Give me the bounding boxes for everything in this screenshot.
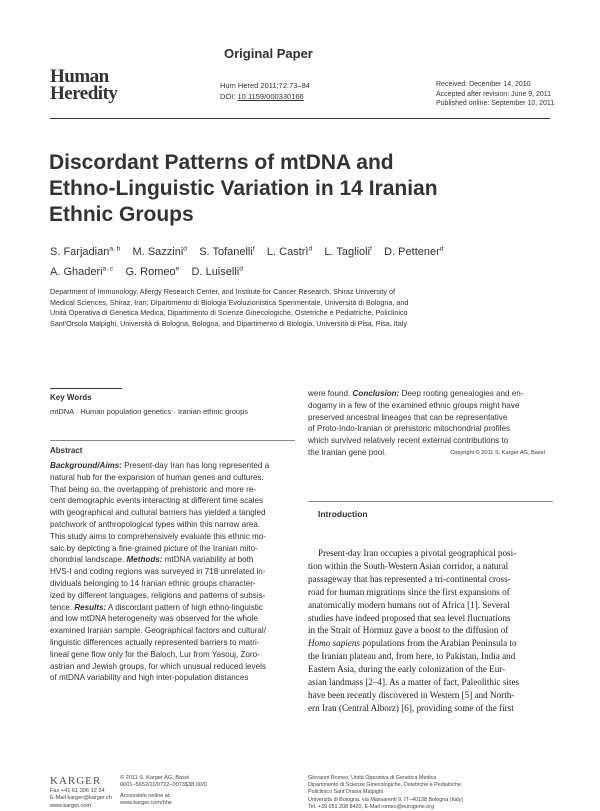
- abstract-line: tence. Results: A discordant pattern of high ethno-linguistic: [50, 602, 263, 612]
- affiliation-line: Unità Operativa di Genetica Medica, Dipartimento di Scienze Ginecologiche, Ostetriche e Pediatriche, Policlinico: [50, 308, 408, 318]
- author: S. Tofanelli$^f$: [199, 245, 255, 258]
- abstract-col2: [308, 388, 553, 459]
- footer-issn: 0001–5652/11/0722–0073$38.00/0: [120, 782, 207, 789]
- journal-logo-line1: Human: [50, 66, 109, 87]
- abstract-line: Background/Aims: Present-day Iran has long represented a: [50, 461, 270, 470]
- abstract-line: and low mtDNA heterogeneity was observed for the whole: [50, 614, 258, 624]
- intro-line: studies have indeed proposed that sea level fluctuations: [308, 612, 511, 623]
- corr-line: Giovanni Romeo, Unità Operativa di Genetica Medica: [308, 775, 437, 781]
- abstract-line: examined Iranian sample. Geographical factors and cultural/: [50, 626, 266, 636]
- abstract-line: with geographical and cultural barriers has yielded a tangled: [50, 508, 266, 518]
- abstract-line: the Iranian gene pool.: [308, 447, 387, 457]
- abstract-line: lineal gene flow only for the Baloch, Lur from Yasouj, Zoro-: [50, 649, 260, 659]
- published-date: Published online: September 10, 2011: [436, 100, 555, 107]
- publisher-fax: Fax +41 61 306 12 34: [50, 788, 105, 794]
- abstract-line: linguistic differences actually represented barriers to matri-: [50, 637, 260, 647]
- author: A. Ghaderi$^{a, c}$: [50, 265, 114, 278]
- doi-label: DOI:: [220, 92, 238, 101]
- citation: Hum Hered 2011;72:73–84: [220, 81, 310, 90]
- keywords-heading: Key Words: [50, 393, 92, 402]
- intro-line: asian landmass [2–4]. As a matter of fact, Paleolithic sites: [308, 677, 520, 688]
- abstract-line: which survived relatively recent external contributions to: [308, 436, 509, 446]
- citation-block: [220, 80, 310, 102]
- abstract-line: cent demographic events interacting at different time scales: [50, 496, 264, 506]
- abstract-line: saic by depicting a fine-grained picture of the Iranian mito-: [50, 543, 258, 553]
- accepted-date: Accepted after revision: June 9, 2011: [436, 90, 552, 98]
- affiliation-line: Sant'Orsola Malpighi, Università di Bologna, Bologna, and Dipartimento di Biologia, Università di Pisa, Pisa, Italy: [50, 318, 407, 328]
- abstract-line: dogamy in a few of the examined ethnic groups might have: [308, 400, 520, 410]
- author: G. Romeo$^e$: [125, 265, 180, 278]
- footer-access-label: Accessible online at:: [120, 792, 171, 799]
- paper-type: Original Paper: [224, 46, 313, 61]
- title-line3: Ethnic Groups: [49, 203, 194, 226]
- intro-line: Homo sapiens populations from the Arabian Peninsula to: [308, 638, 517, 649]
- keywords-rule: [50, 388, 122, 389]
- correspondence-block: [308, 775, 463, 811]
- title-line1: Discordant Patterns of mtDNA and: [49, 151, 394, 174]
- intro-line: road for human migrations since the first expansions of: [308, 586, 510, 597]
- abstract-line: were found. Conclusion: Deep rooting genealogies and en-: [308, 389, 524, 398]
- intro-line: in the Strait of Hormuz gave a boost to the diffusion of: [308, 625, 509, 636]
- doi-link[interactable]: 10.1159/000330166: [237, 92, 304, 101]
- intro-line: anatomically modern humans out of Africa [1]. Several: [308, 599, 510, 610]
- corr-line: Università di Bologna, via Massarenti 9, IT–40138 Bologna (Italy): [308, 796, 464, 803]
- footer-copyright: © 2011 S. Karger AG, Basel: [120, 775, 190, 781]
- footer-copyright-block: [120, 775, 207, 808]
- corr-line: Dipartimento di Scienze Ginecologiche, Ostetriche e Pediatriche: [308, 782, 462, 789]
- footer-access-link[interactable]: www.karger.com/hhe: [120, 800, 172, 807]
- abstract-line: This study aims to comprehensively evaluate this ethnic mo-: [50, 531, 266, 541]
- title-line2: Ethno-Linguistic Variation in 14 Iranian: [49, 177, 438, 200]
- authors-line1: [50, 242, 470, 262]
- intro-line: Eastern Asia, during the early colonization of the Eur-: [308, 664, 506, 675]
- publisher-web[interactable]: www.karger.com: [50, 802, 92, 809]
- publisher-logo: KARGER: [50, 775, 102, 787]
- intro-line: ern Iran (Central Alborz) [6], providing some of the first: [308, 702, 514, 713]
- affiliation-line: Medical Sciences, Shiraz, Iran; Dipartimento di Biologia Evoluzionistica Sperimentale, Università di Bologna, and: [50, 297, 409, 307]
- corr-line: Policlinico Sant'Orsola Malpighi: [308, 789, 384, 796]
- intro-line: have been recently discovered in Western [5] and North-: [308, 689, 515, 700]
- intro-body: [308, 547, 553, 715]
- abstract-line: natural hub for the expansion of human genes and cultures.: [50, 472, 264, 482]
- abstract-line: patchwork of anthropological types within this narrow area.: [50, 519, 261, 529]
- abstract-line: of mtDNA variability and high inter-population distances: [50, 673, 249, 683]
- intro-line: the Iranian plateau and, from here, to Pakistan, India and: [308, 651, 516, 662]
- abstract-copyright: Copyright © 2011 S. Karger AG, Basel: [450, 449, 545, 456]
- publisher-email[interactable]: E-Mail karger@karger.ch: [50, 795, 112, 802]
- abstract-line: dividuals belonging to 14 Iranian ethnic groups character-: [50, 578, 256, 588]
- abstract-line: preserved ancestral lineages that can be representative: [308, 412, 508, 422]
- corr-line: Tel. +39 051 208 8420, E-Mail romeo@eurogene.org: [308, 803, 435, 810]
- abstract-line: HVS-I and coding regions was surveyed in 718 unrelated in-: [50, 567, 266, 577]
- author: L. Castrì$^d$: [266, 245, 313, 258]
- abstract-line: chondrial landscape. Methods: mtDNA variability at both: [50, 555, 254, 565]
- authors: [50, 242, 470, 282]
- author: M. Sazzini$^d$: [132, 245, 187, 258]
- dates-block: [436, 80, 554, 109]
- paper-title: [49, 150, 438, 228]
- abstract-heading: Abstract: [50, 446, 83, 455]
- publisher-block: [50, 775, 112, 810]
- intro-line: Present-day Iran occupies a pivotal geographical posi-: [318, 548, 517, 558]
- abstract-line: of Proto-Indo-Iranian or prehistoric mitochondrial profiles: [308, 424, 510, 434]
- abstract-rule: [50, 440, 295, 441]
- author: D. Luiselli$^d$: [191, 265, 243, 278]
- authors-line2: [50, 262, 470, 282]
- abstract-col1: [50, 460, 300, 684]
- abstract-line: That being so, the overlapping of prehistoric and more re-: [50, 484, 257, 494]
- abstract-line: astrian and Jewish groups, for which unusual reduced levels: [50, 661, 266, 671]
- intro-heading: Introduction: [318, 509, 368, 519]
- intro-rule: [308, 501, 553, 502]
- intro-line: passageway that has represented a tri-continental cross-: [308, 573, 511, 584]
- journal-logo-line2: Heredity: [50, 83, 118, 104]
- affiliations: [50, 287, 408, 329]
- affiliation-line: Department of Immunology, Allergy Research Center, and Institute for Cancer Research, Shiraz University of: [50, 287, 396, 296]
- author: D. Pettener$^d$: [384, 245, 444, 258]
- doi-line: [220, 91, 310, 102]
- intro-line: tion within the South-Western Asian corridor, a natural: [308, 560, 509, 571]
- keywords-text: mtDNA · Human population genetics · Iranian ethnic groups: [50, 407, 249, 416]
- received-date: Received: December 14, 2010: [436, 81, 531, 88]
- author: L. Taglioli$^f$: [324, 245, 372, 258]
- journal-logo: [50, 68, 117, 102]
- abstract-line: ized by different languages, religions and patterns of subsis-: [50, 590, 266, 600]
- author: S. Farjadian$^{a, b}$: [50, 245, 121, 258]
- header-rule: [50, 118, 550, 119]
